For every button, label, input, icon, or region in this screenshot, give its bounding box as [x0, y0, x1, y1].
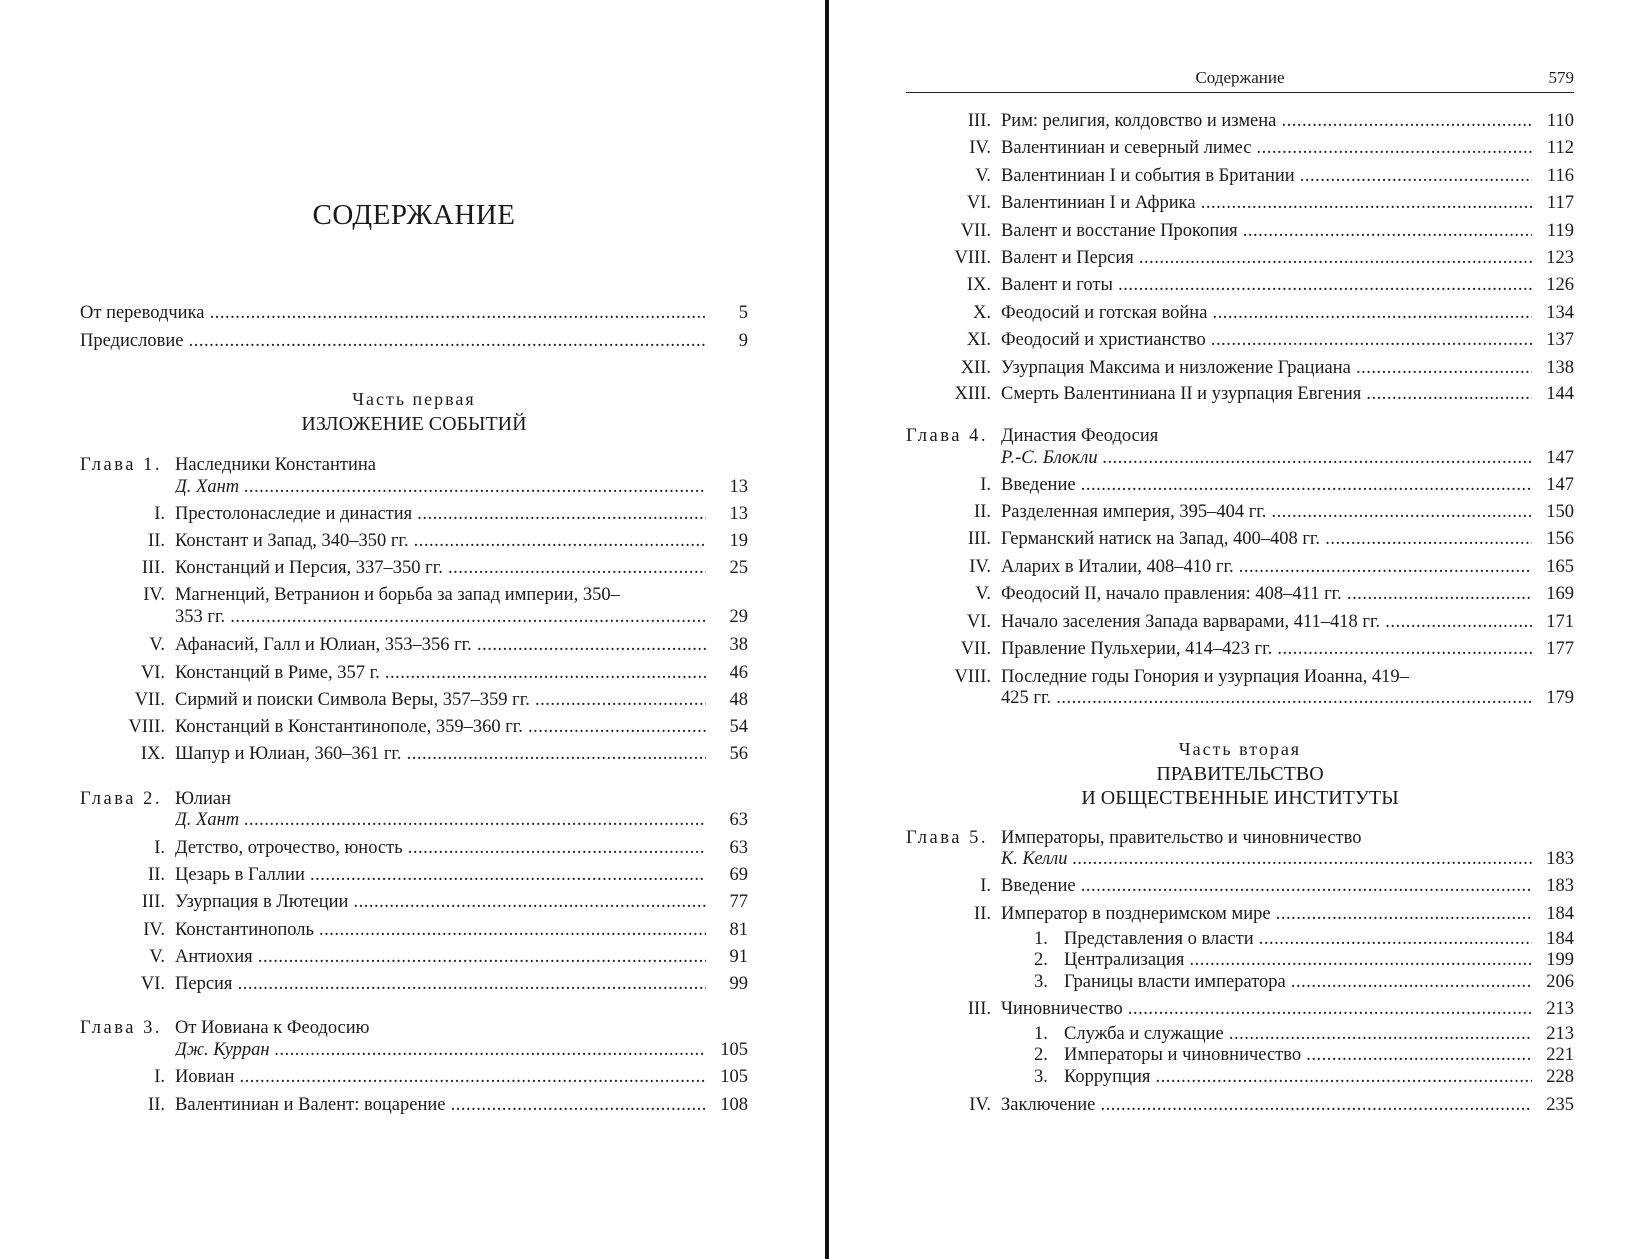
toc-entry[interactable]	[80, 971, 748, 997]
author-name: Р.-С. Блокли .....	[1001, 445, 1532, 471]
section-number: I.	[154, 838, 165, 858]
entry-page: 179	[1546, 688, 1574, 708]
author-name: Д. Хант .....	[175, 807, 706, 833]
section-number: II.	[974, 502, 991, 522]
entry-title: Валент и Персия .....	[1001, 245, 1532, 271]
subsection-number: 1.	[1034, 1024, 1048, 1044]
entry-page: 54	[729, 717, 748, 737]
part-heading	[906, 736, 1574, 810]
entry-title: Феодосий и готская война .....	[1001, 300, 1532, 326]
entry-page: 116	[1546, 166, 1574, 186]
entry-title: Шапур и Юлиан, 360–361 гг. .....	[175, 741, 706, 767]
entry-page: 56	[729, 744, 748, 764]
section-number: X.	[973, 303, 991, 323]
subsection-number: 3.	[1034, 972, 1048, 992]
section-number: IV.	[969, 557, 991, 577]
entry-title: Детство, отрочество, юность .....	[175, 835, 706, 861]
entry-page: 213	[1546, 999, 1574, 1019]
section-number: IX.	[966, 275, 991, 295]
part-label: Часть первая	[352, 389, 476, 409]
section-number: XI.	[966, 330, 991, 350]
author-name: Д. Хант .....	[175, 474, 706, 500]
entry-page: 63	[729, 838, 748, 858]
entry-title: Заключение .....	[1001, 1092, 1532, 1118]
author-name: Дж. Курран .....	[175, 1037, 706, 1063]
entry-title: Иовиан .....	[175, 1064, 706, 1090]
toc-entry[interactable]	[80, 835, 748, 861]
entry-title: Валентиниан и Валент: воцарение .....	[175, 1092, 706, 1118]
entry-title	[1034, 969, 1532, 995]
toc-entry[interactable]	[906, 300, 1574, 326]
running-head	[906, 64, 1574, 93]
section-number: IV.	[143, 920, 165, 940]
entry-title: Магненций, Ветранион и борьба за запад империи, 350–	[175, 585, 620, 605]
toc-entry[interactable]	[906, 499, 1574, 525]
entry-title-continuation: 425 гг. .....	[1001, 685, 1532, 711]
toc-entry[interactable]	[906, 327, 1574, 353]
entry-title: Германский натиск на Запад, 400–408 гг. .....	[1001, 526, 1532, 552]
toc-entry[interactable]	[906, 245, 1574, 271]
entry-page: 46	[729, 663, 748, 683]
toc-entry[interactable]	[906, 272, 1574, 298]
section-number: III.	[967, 999, 991, 1019]
section-number: IV.	[143, 585, 165, 605]
chapter-label: Глава 1.	[80, 455, 162, 475]
subsection-number: 1.	[1034, 929, 1048, 949]
entry-title: Император в позднеримском мире .....	[1001, 901, 1532, 927]
section-number: IX.	[140, 744, 165, 764]
entry-page: 171	[1546, 612, 1574, 632]
entry-page: 91	[729, 947, 748, 967]
entry-title: Сирмий и поиски Символа Веры, 357–359 гг. .....	[175, 687, 706, 713]
chapter-title: Династия Феодосия	[1001, 426, 1159, 446]
entry-title: Персия .....	[175, 971, 706, 997]
entry-title: Введение .....	[1001, 873, 1532, 899]
chapter-author[interactable]	[80, 474, 748, 500]
entry-page: 105	[720, 1040, 748, 1060]
running-head-title: Содержание	[1195, 68, 1285, 87]
toc-entry[interactable]	[906, 581, 1574, 607]
chapter-title: Наследники Константина	[175, 455, 377, 475]
section-number: I.	[980, 876, 991, 896]
subsection-number: 3.	[1034, 1067, 1048, 1087]
entry-page: 228	[1546, 1067, 1574, 1087]
toc-entry[interactable]	[906, 135, 1574, 161]
toc-entry[interactable]	[906, 901, 1574, 927]
entry-page: 81	[729, 920, 748, 940]
entry-title: Правление Пульхерии, 414–423 гг. .....	[1001, 636, 1532, 662]
chapter-title: Императоры, правительство и чиновничество	[1001, 828, 1362, 848]
section-number: IV.	[969, 1095, 991, 1115]
entry-page: 206	[1546, 972, 1574, 992]
toc-entry[interactable]	[906, 108, 1574, 134]
entry-page: 183	[1546, 849, 1574, 869]
section-number: V.	[149, 635, 165, 655]
toc-entry[interactable]	[906, 873, 1574, 899]
entry-title: Констанций и Персия, 337–350 гг. .....	[175, 555, 706, 581]
toc-entry[interactable]	[906, 996, 1574, 1022]
subsection-number: 2.	[1034, 1045, 1048, 1065]
entry-page: 150	[1546, 502, 1574, 522]
chapter-label: Глава 5.	[906, 828, 988, 848]
toc-entry[interactable]	[80, 917, 748, 943]
entry-title: Феодосий и христианство .....	[1001, 327, 1532, 353]
toc-subentry[interactable]	[906, 969, 1574, 995]
entry-page: 147	[1546, 475, 1574, 495]
section-number: III.	[141, 892, 165, 912]
chapter-label: Глава 3.	[80, 1018, 162, 1038]
section-number: XII.	[960, 358, 991, 378]
part-title: ИЗЛОЖЕНИЕ СОБЫТИЙ	[301, 413, 527, 435]
toc-entry[interactable]	[80, 555, 748, 581]
entry-title: Разделенная империя, 395–404 гг. .....	[1001, 499, 1532, 525]
subsection-number: 2.	[1034, 950, 1048, 970]
section-number: IV.	[969, 138, 991, 158]
entry-page: 183	[1546, 876, 1574, 896]
section-number: VII.	[134, 690, 165, 710]
entry-page: 108	[720, 1095, 748, 1115]
section-number: VIII.	[954, 667, 991, 687]
entry-title: Цезарь в Галлии .....	[175, 862, 706, 888]
toc-entry[interactable]	[80, 862, 748, 888]
section-number: VIII.	[128, 717, 165, 737]
entry-page: 126	[1546, 275, 1574, 295]
entry-page: 156	[1546, 529, 1574, 549]
entry-title: Валентиниан и северный лимес .....	[1001, 135, 1532, 161]
toc-entry[interactable]	[80, 300, 748, 326]
section-number: VII.	[960, 221, 991, 241]
entry-title: Введение .....	[1001, 472, 1532, 498]
entry-title: Начало заселения Запада варварами, 411–418 гг. .....	[1001, 609, 1532, 635]
entry-page: 184	[1546, 929, 1574, 949]
entry-title: Антиохия .....	[175, 944, 706, 970]
author-name: К. Келли .....	[1001, 846, 1532, 872]
section-number: V.	[975, 166, 991, 186]
entry-page: 112	[1546, 138, 1574, 158]
entry-page: 235	[1546, 1095, 1574, 1115]
toc-entry[interactable]	[80, 1064, 748, 1090]
toc-entry[interactable]	[906, 526, 1574, 552]
section-number: V.	[975, 584, 991, 604]
section-number: VI.	[966, 193, 991, 213]
section-number: III.	[967, 111, 991, 131]
entry-title: Престолонаследие и династия .....	[175, 501, 706, 527]
entry-page: 110	[1546, 111, 1574, 131]
section-number: II.	[974, 904, 991, 924]
entry-page: 165	[1546, 557, 1574, 577]
book-spine-divider	[825, 0, 829, 1259]
entry-page: 221	[1546, 1045, 1574, 1065]
entry-page: 38	[729, 635, 748, 655]
entry-page: 134	[1546, 303, 1574, 323]
entry-page: 48	[729, 690, 748, 710]
toc-entry[interactable]	[906, 472, 1574, 498]
toc-entry[interactable]	[80, 741, 748, 767]
entry-page: 9	[738, 331, 748, 351]
entry-page: 147	[1546, 448, 1574, 468]
entry-title: Валент и восстание Прокопия .....	[1001, 218, 1532, 244]
chapter-title: Юлиан	[175, 789, 232, 809]
chapter-label: Глава 4.	[906, 426, 988, 446]
entry-title-continuation: 353 гг. .....	[175, 604, 706, 630]
entry-page: 138	[1546, 358, 1574, 378]
section-number: VI.	[140, 663, 165, 683]
toc-entry[interactable]	[906, 609, 1574, 635]
entry-title: Констанций в Константинополе, 359–360 гг. .....	[175, 714, 706, 740]
subsection-title: Централизация	[1064, 950, 1185, 970]
toc-subentry[interactable]	[906, 1064, 1574, 1090]
entry-title: Смерть Валентиниана II и узурпация Евгения .....	[1001, 381, 1532, 407]
entry-title: Рим: религия, колдовство и измена .....	[1001, 108, 1532, 134]
section-number: II.	[148, 1095, 165, 1115]
entry-title: Валентиниан I и события в Британии .....	[1001, 163, 1532, 189]
toc-entry[interactable]	[906, 355, 1574, 381]
entry-title	[1034, 1064, 1532, 1090]
chapter-title: От Иовиана к Феодосию	[175, 1018, 370, 1038]
entry-title: Узурпация в Лютеции .....	[175, 889, 706, 915]
page-number: 579	[1548, 68, 1574, 87]
section-number: VIII.	[954, 248, 991, 268]
toc-entry[interactable]	[80, 944, 748, 970]
toc-entry[interactable]	[906, 1092, 1574, 1118]
chapter-author[interactable]	[906, 445, 1574, 471]
toc-entry[interactable]	[80, 1092, 748, 1118]
entry-page: 119	[1546, 221, 1574, 241]
page-title: СОДЕРЖАНИЕ	[312, 199, 516, 231]
toc-entry[interactable]	[906, 190, 1574, 216]
section-number: I.	[154, 1067, 165, 1087]
toc-entry[interactable]	[80, 632, 748, 658]
toc-entry-continuation[interactable]	[80, 604, 748, 630]
section-number: II.	[148, 865, 165, 885]
entry-title: Константинополь .....	[175, 917, 706, 943]
toc-entry[interactable]	[80, 687, 748, 713]
entry-page: 184	[1546, 904, 1574, 924]
chapter-author[interactable]	[80, 1037, 748, 1063]
toc-entry[interactable]	[80, 660, 748, 686]
section-number: XIII.	[954, 384, 991, 404]
subsection-title: Императоры и чиновничество	[1064, 1045, 1302, 1065]
entry-title: Чиновничество .....	[1001, 996, 1532, 1022]
toc-entry[interactable]	[80, 328, 748, 354]
section-number: I.	[980, 475, 991, 495]
chapter-author[interactable]	[80, 807, 748, 833]
part-heading	[80, 386, 748, 436]
entry-page: 29	[729, 607, 748, 627]
entry-page: 169	[1546, 584, 1574, 604]
entry-page: 25	[729, 558, 748, 578]
chapter-label: Глава 2.	[80, 789, 162, 809]
chapter-author[interactable]	[906, 846, 1574, 872]
section-number: I.	[154, 504, 165, 524]
entry-page: 177	[1546, 639, 1574, 659]
entry-title: Аларих в Италии, 408–410 гг. .....	[1001, 554, 1532, 580]
section-number: III.	[141, 558, 165, 578]
entry-title: Афанасий, Галл и Юлиан, 353–356 гг. .....	[175, 632, 706, 658]
entry-page: 5	[738, 303, 748, 323]
entry-page: 69	[729, 865, 748, 885]
entry-title: Предисловие .....	[80, 328, 706, 354]
entry-page: 19	[729, 531, 748, 551]
entry-title: От переводчика .....	[80, 300, 706, 326]
entry-page: 199	[1546, 950, 1574, 970]
entry-title: Валентиниан I и Африка .....	[1001, 190, 1532, 216]
entry-page: 13	[729, 504, 748, 524]
part-title-line-2: И ОБЩЕСТВЕННЫЕ ИНСТИТУТЫ	[1081, 787, 1399, 809]
entry-page: 144	[1546, 384, 1574, 404]
toc-entry[interactable]	[80, 714, 748, 740]
subsection-title: Коррупция	[1064, 1067, 1151, 1087]
toc-entry[interactable]	[906, 636, 1574, 662]
toc-entry[interactable]	[80, 889, 748, 915]
entry-title: Узурпация Максима и низложение Грациана .....	[1001, 355, 1532, 381]
entry-page: 123	[1546, 248, 1574, 268]
section-number: VI.	[140, 974, 165, 994]
entry-page: 105	[720, 1067, 748, 1087]
entry-title: Феодосий II, начало правления: 408–411 гг. .....	[1001, 581, 1532, 607]
section-number: II.	[148, 531, 165, 551]
entry-page: 13	[729, 477, 748, 497]
toc-entry[interactable]	[906, 163, 1574, 189]
entry-page: 117	[1546, 193, 1574, 213]
entry-page: 77	[729, 892, 748, 912]
toc-entry[interactable]	[906, 218, 1574, 244]
entry-title: Валент и готы .....	[1001, 272, 1532, 298]
entry-page: 137	[1546, 330, 1574, 350]
entry-title: Констанций в Риме, 357 г. .....	[175, 660, 706, 686]
entry-title: Констант и Запад, 340–350 гг. .....	[175, 528, 706, 554]
subsection-title: Служба и служащие	[1064, 1024, 1224, 1044]
part-label: Часть вторая	[1178, 739, 1302, 759]
section-number: V.	[149, 947, 165, 967]
toc-entry-continuation[interactable]	[906, 685, 1574, 711]
entry-title: Последние годы Гонория и узурпация Иоанна, 419–	[1001, 667, 1409, 687]
entry-page: 99	[729, 974, 748, 994]
section-number: VI.	[966, 612, 991, 632]
entry-page: 63	[729, 810, 748, 830]
toc-entry[interactable]	[906, 554, 1574, 580]
toc-entry[interactable]	[80, 528, 748, 554]
toc-entry[interactable]	[906, 381, 1574, 407]
toc-entry[interactable]	[80, 501, 748, 527]
subsection-title: Представления о власти	[1064, 929, 1254, 949]
section-number: III.	[967, 529, 991, 549]
subsection-title: Границы власти императора	[1064, 972, 1286, 992]
entry-page: 213	[1546, 1024, 1574, 1044]
part-title-line-1: ПРАВИТЕЛЬСТВО	[1156, 763, 1324, 785]
section-number: VII.	[960, 639, 991, 659]
